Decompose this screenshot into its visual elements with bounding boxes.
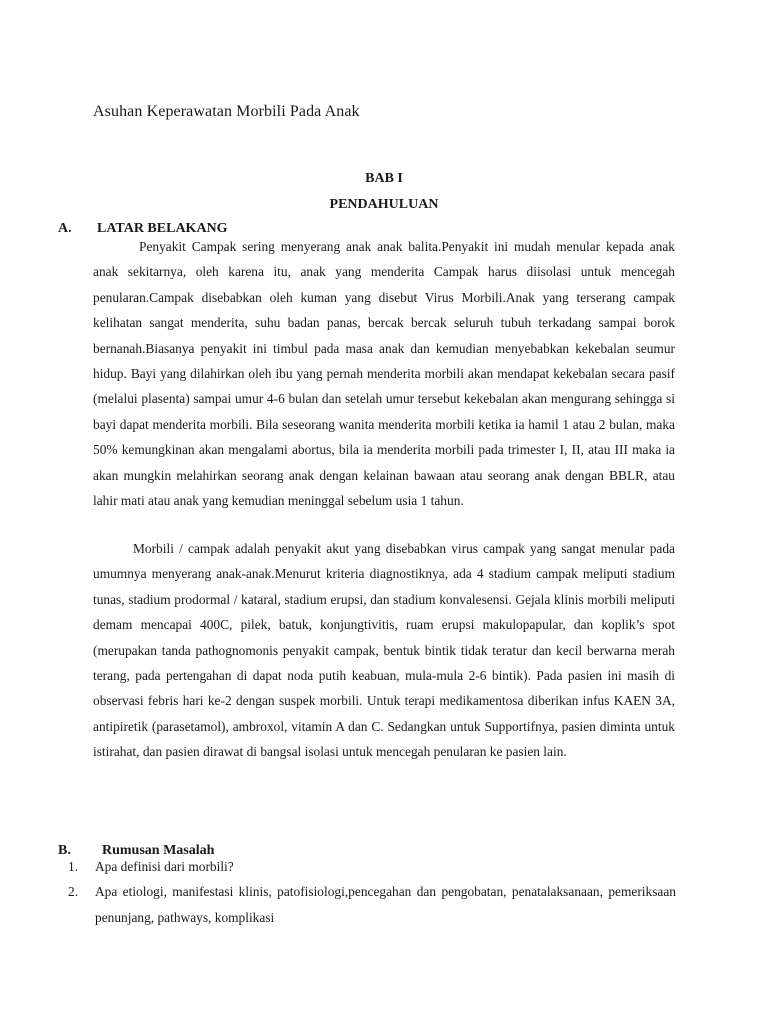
chapter-number: BAB I [365, 171, 403, 186]
list-item [68, 859, 676, 875]
list-item-number: 2. [68, 884, 79, 899]
list-item-text: Apa definisi dari morbili? [95, 859, 234, 874]
section-b-label: Rumusan Masalah [102, 843, 215, 858]
background-paragraph-1: Penyakit Campak sering menyerang anak anak balita.Penyakit ini mudah menular kepada anak anak sekitarnya, oleh karena itu, anak yang menderita Campak harus diisolasi untuk mencegah penularan.Campak disebabkan oleh kuman yang disebut Virus Morbili.Anak yang terserang campak kelihatan sangat menderita, suhu badan panas, bercak bercak seluruh tubuh terkadang sampai borok bernanah.Biasanya penyakit ini timbul pada masa anak dan kemudian menyebabkan kekebalan seumur hidup. Bayi yang dilahirkan oleh ibu yang pernah menderita morbili akan mendapat kekebalan secara pasif (melalui plasenta) sampai umur 4-6 bulan dan setelah umur tersebut kekebalan akan mengurang sehingga si bayi dapat menderita morbili. Bila seseorang wanita menderita morbili ketika ia hamil 1 atau 2 bulan, maka 50% kemungkinan akan mengalami abortus, bila ia menderita morbili pada trimester I, II, atau III maka ia akan mungkin melahirkan seorang anak dengan kelainan bawaan atau seorang anak dengan BBLR, atau lahir mati atau anak yang kemudian meninggal sebelum usia 1 tahun. [93, 239, 675, 509]
list-item-number: 1. [68, 859, 79, 874]
section-b-letter: B. [58, 843, 71, 858]
section-a-label: LATAR BELAKANG [97, 221, 228, 236]
section-a-letter: A. [58, 221, 72, 236]
chapter-title: PENDAHULUAN [329, 197, 439, 212]
list-item [68, 879, 676, 931]
list-item-text: Apa etiologi, manifestasi klinis, patofisiologi,pencegahan dan pengobatan, penatalaksanaan, pemeriksaan penunjang, pathways, komplikasi [95, 884, 676, 925]
background-paragraph-2: Morbili / campak adalah penyakit akut yang disebabkan virus campak yang sangat menular pada umumnya menyerang anak-anak.Menurut kriteria diagnostiknya, ada 4 stadium campak meliputi stadium tunas, stadium prodormal / kataral, stadium erupsi, dan stadium konvalesensi. Gejala klinis morbili meliputi demam mencapai 400C, pilek, batuk, konjungtivitis, ruam erupsi makulopapular, dan koplik’s spot (merupakan tanda pathognomonis penyakit campak, bentuk bintik tidak teratur dan kecil berwarna merah terang, pada pertengahan di dapat noda putih keabuan, mula-mula 2-6 bintik). Pada pasien ini masih di observasi febris hari ke-2 dengan suspek morbili. Untuk terapi medikamentosa diberikan infus KAEN 3A, antipiretik (parasetamol), ambroxol, vitamin A dan C. Sedangkan untuk Supportifnya, pasien diminta untuk istirahat, dan pasien dirawat di bangsal isolasi untuk mencegah penularan ke pasien lain. [93, 541, 675, 760]
problem-list [68, 859, 676, 931]
document-title: Asuhan Keperawatan Morbili Pada Anak [93, 103, 360, 120]
